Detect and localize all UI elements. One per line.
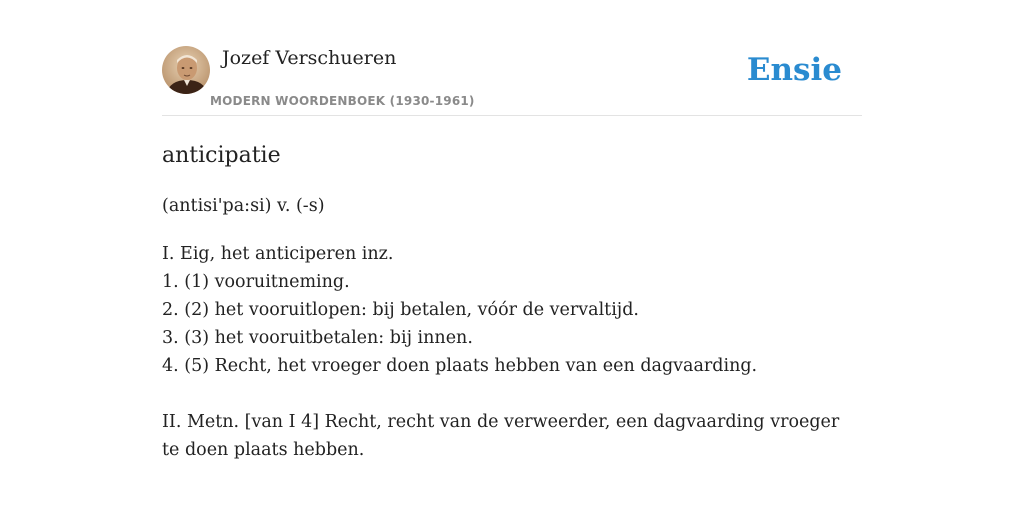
entry-body	[162, 142, 862, 464]
author-avatar[interactable]	[162, 46, 210, 94]
brand-logo[interactable]: Ensie	[746, 52, 842, 88]
entry-header	[162, 46, 862, 116]
headword: anticipatie	[162, 143, 281, 168]
pronunciation: (antisi'pa:si) v. (-s)	[162, 196, 325, 216]
author-name[interactable]: Jozef Verschueren	[222, 47, 397, 69]
definition-extra: II. Metn. [van I 4] Recht, recht van de verweerder, een dagvaarding vroeger te doen plaats hebben.	[162, 412, 840, 460]
definition-line: 1. (1) vooruitneming.	[162, 272, 350, 292]
definition-line: 3. (3) het vooruitbetalen: bij innen.	[162, 328, 473, 348]
definition-line: I. Eig, het anticiperen inz.	[162, 244, 394, 264]
definition-line: 4. (5) Recht, het vroeger doen plaats hebben van een dagvaarding.	[162, 356, 758, 376]
entry-card	[162, 46, 862, 464]
definition-line: 2. (2) het vooruitlopen: bij betalen, vóór de vervaltijd.	[162, 300, 639, 320]
paragraph-gap	[162, 380, 862, 408]
definitions	[162, 240, 862, 464]
dictionary-source: MODERN WOORDENBOEK (1930-1961)	[210, 94, 475, 108]
